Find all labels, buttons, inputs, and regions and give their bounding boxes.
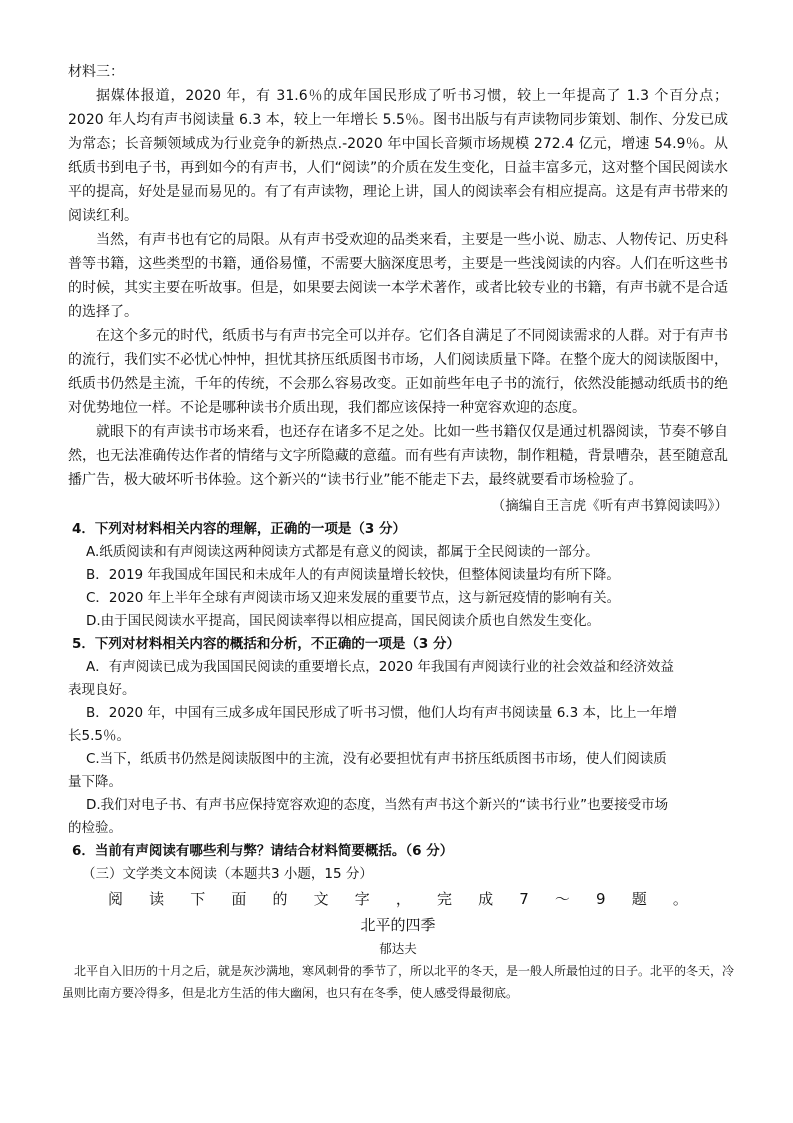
- instruction-char: 题: [631, 890, 647, 908]
- question-5-option-c-cont: 量下降。: [68, 774, 122, 790]
- material-label: 材料三：: [68, 64, 124, 80]
- instruction-char: 下: [190, 890, 206, 908]
- question-5-option-b-cont: 长5.5％。: [68, 728, 130, 744]
- instruction-char: 成: [478, 890, 494, 908]
- section-3-instruction: [68, 886, 728, 912]
- question-5-option-c: C.当下，纸质书仍然是阅读版图中的主流，没有必要担忧有声书挤压纸质图书市场，使人们阅读质: [86, 751, 667, 767]
- question-4-option-b: B．2019 年我国成年国民和未成年人的有声阅读量增长较快，但整体阅读量均有所下降。: [86, 567, 620, 583]
- instruction-char: 字: [354, 890, 370, 908]
- question-4-option-d: D.由于国民阅读水平提高，国民阅读率得以相应提高，国民阅读介质也自然发生变化。: [86, 613, 601, 629]
- instruction-char: 完: [437, 890, 453, 908]
- question-5-option-a-cont: 表现良好。: [68, 682, 136, 698]
- instruction-char: 。: [672, 890, 688, 908]
- question-5-option-d: D.我们对电子书、有声书应保持宽容欢迎的态度，当然有声书这个新兴的“读书行业”也要接受市场: [86, 797, 669, 813]
- instruction-char: 面: [231, 890, 247, 908]
- question-5-option-b: B．2020 年，中国有三成多成年国民形成了听书习惯，他们人均有声书阅读量 6.3 本，比上一年增: [86, 705, 677, 721]
- instruction-char: 阅: [108, 890, 124, 908]
- instruction-char: 文: [313, 890, 329, 908]
- section-3-heading: （三）文学类文本阅读（本题共3 小题，15 分）: [82, 866, 373, 882]
- essay-text: 北平自入旧历的十月之后，就是灰沙满地，寒风刺骨的季节了，所以北平的冬天，是一般人所最怕过的日子。北平的冬天，冷虽则比南方要冷得多，但是北方生活的伟大幽闲，也只有在冬季，使人感受得最彻底。: [62, 964, 735, 1000]
- material-paragraph-3: 在这个多元的时代，纸质书与有声书完全可以并存。它们各自满足了不同阅读需求的人群。对于有声书的流行，我们实不必忧心忡忡，担忧其挤压纸质图书市场，人们阅读质量下降。在整个庞大的阅读版图中，纸质书仍然是主流，千年的传统，不会那么容易改变。正如前些年电子书的流行，依然没能撼动纸质书的绝对优势地位一样。不论是哪种读书介质出现，我们都应该保持一种宽容欢迎的态度。: [68, 328, 728, 416]
- question-5-title: 5．下列对材料相关内容的概括和分析，不正确的一项是（3 分）: [72, 636, 460, 652]
- essay-author: 郁达夫: [379, 941, 417, 956]
- question-4-title: 4．下列对材料相关内容的理解，正确的一项是（3 分）: [72, 521, 406, 537]
- instruction-char: 读: [149, 890, 165, 908]
- instruction-char: ，: [395, 890, 411, 908]
- material-paragraph-1: 据媒体报道，2020 年，有 31.6％的成年国民形成了听书习惯，较上一年提高了 1.3 个百分点；2020 年人均有声书阅读量 6.3 本，较上一年增长 5.5％。图书出版与有声读物同步策划、制作、分发已成为常态；长音频领域成为行业竞争的新热点.-2020 年中国长音频市场规模 272.4 亿元，增速 54.9％。从纸质书到电子书，再到如今的有声书，人们“阅读”的介质在发生变化，日益丰富多元，这对整个国民阅读水平的提高，好处是显而易见的。有了有声读物，理论上讲，国人的阅读率会有相应提高。这是有声书带来的阅读红利。: [68, 88, 728, 224]
- instruction-char: 的: [272, 890, 288, 908]
- question-6-title: 6．当前有声阅读有哪些利与弊？请结合材料简要概括。（6 分）: [72, 843, 454, 859]
- question-5-option-a: A．有声阅读已成为我国国民阅读的重要增长点，2020 年我国有声阅读行业的社会效益和经济效益: [86, 659, 674, 675]
- question-5-option-d-cont: 的检验。: [68, 820, 122, 836]
- material-source: （摘编自王言虎《听有声书算阅读吗》）: [491, 498, 728, 514]
- instruction-char: 7: [519, 890, 529, 908]
- material-paragraph-2: 当然，有声书也有它的局限。从有声书受欢迎的品类来看，主要是一些小说、励志、人物传记、历史科普等书籍，这些类型的书籍，通俗易懂，不需要大脑深度思考，主要是一些浅阅读的内容。人们在听这些书的时候，其实主要在听故事。但是，如果要去阅读一本学术著作，或者比较专业的书籍，有声书就不是合适的选择了。: [68, 232, 728, 320]
- instruction-char: 9: [596, 890, 606, 908]
- material-paragraph-4: 就眼下的有声读书市场来看，也还存在诸多不足之处。比如一些书籍仅仅是通过机器阅读，节奏不够自然，也无法准确传达作者的情绪与文字所隐藏的意蕴。而有些有声读物，制作粗糙，背景嘈杂，甚至随意乱播广告，极大破坏听书体验。这个新兴的“读书行业”能不能走下去，最终就要看市场检验了。: [68, 424, 728, 488]
- exam-page: [62, 60, 735, 1004]
- essay-title: 北平的四季: [360, 916, 436, 934]
- question-4-option-c: C．2020 年上半年全球有声阅读市场又迎来发展的重要节点，这与新冠疫情的影响有关。: [86, 590, 621, 606]
- instruction-char: ～: [554, 890, 570, 908]
- question-4-option-a: A.纸质阅读和有声阅读这两种阅读方式都是有意义的阅读，都属于全民阅读的一部分。: [86, 544, 599, 560]
